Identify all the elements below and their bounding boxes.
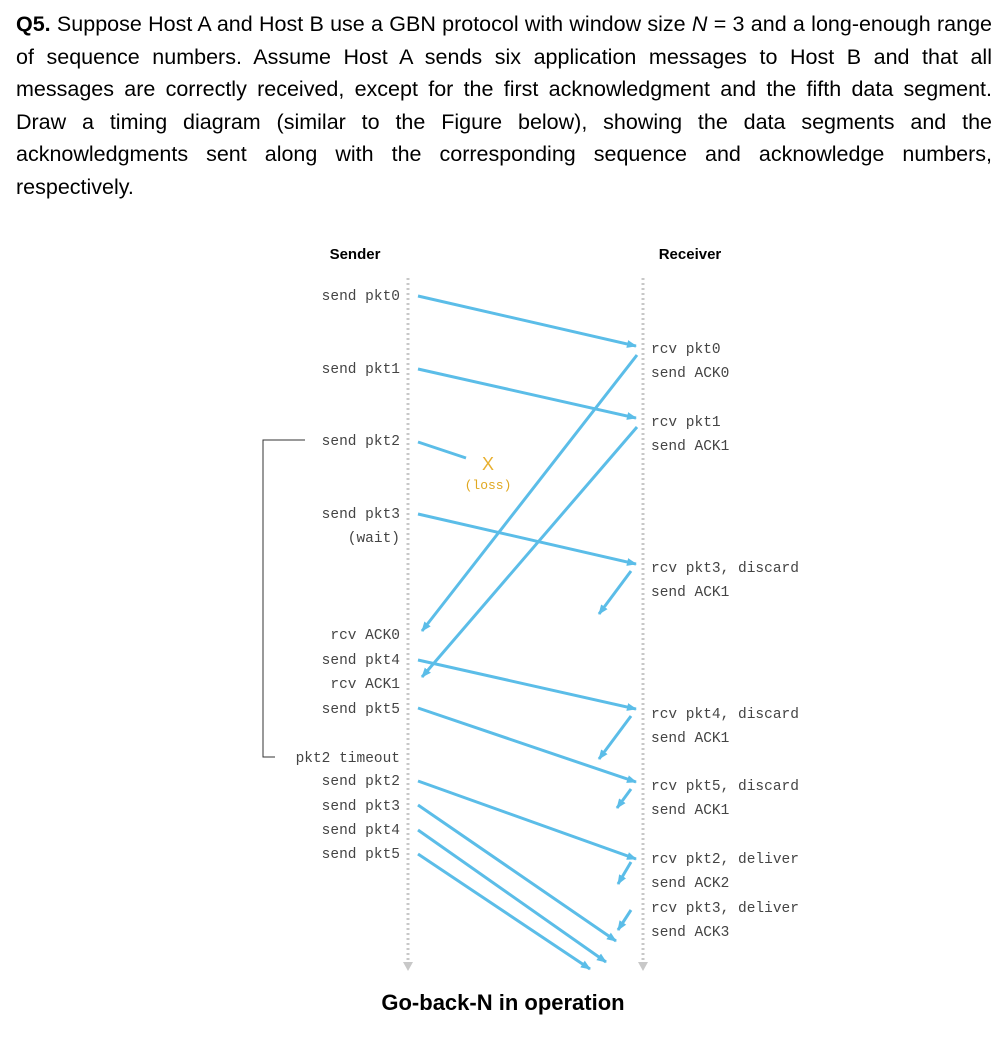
arrow-pkt1 [418, 369, 636, 418]
receiver-label: send ACK1 [651, 585, 730, 601]
receiver-label: rcv pkt5, discard [651, 779, 799, 795]
arrow-ack1-after-pkt3 [599, 571, 631, 614]
sender-label: send pkt2 [321, 434, 400, 450]
loss-mark-icon: X [481, 454, 495, 474]
receiver-label: send ACK1 [651, 803, 730, 819]
receiver-label: send ACK1 [651, 439, 730, 455]
arrow-resend-pkt5 [418, 854, 590, 969]
sender-label: send pkt5 [321, 847, 400, 863]
sender-label: send pkt4 [321, 823, 400, 839]
sender-label: send pkt4 [321, 653, 400, 669]
sender-timeline-arrowhead [403, 962, 413, 971]
arrow-pkt0 [418, 296, 636, 346]
receiver-label: send ACK2 [651, 876, 730, 892]
window-size-variable: N [691, 12, 708, 36]
arrow-resend-pkt4 [418, 830, 606, 962]
arrow-pkt2-lost [418, 442, 466, 458]
arrow-pkt4 [418, 660, 636, 709]
arrow-resend-pkt2 [418, 781, 636, 859]
arrow-ack0 [422, 355, 637, 631]
receiver-timeline-arrowhead [638, 962, 648, 971]
receiver-label: rcv pkt3, discard [651, 561, 799, 577]
sender-label: send pkt3 [321, 507, 400, 523]
timeout-bracket [263, 440, 305, 757]
sender-label: (wait) [347, 531, 400, 547]
receiver-label: send ACK0 [651, 366, 730, 382]
sender-label: send pkt5 [321, 702, 400, 718]
sender-label: send pkt3 [321, 799, 400, 815]
question-number: Q5. [16, 12, 51, 36]
question-text-part2: = 3 and a long-enough range of sequence numbers. Assume Host A sends six application messages to Host B and that all messages are correctly received, except for the first acknowledgment and the fifth data segment. Draw a timing diagram (similar to the Figure below), showing the data segments and the acknowledgments sent along with the corresponding sequence and acknowledge numbers, respectively. [16, 12, 992, 199]
receiver-label: send ACK1 [651, 731, 730, 747]
sender-label: send pkt2 [321, 774, 400, 790]
sender-label: rcv ACK0 [330, 628, 400, 644]
receiver-label: rcv pkt3, deliver [651, 901, 799, 917]
arrow-ack2 [618, 862, 631, 884]
loss-label: (loss) [464, 478, 512, 493]
sender-label: rcv ACK1 [330, 677, 400, 693]
question-text-part1: Suppose Host A and Host B use a GBN protocol with window size [50, 12, 692, 36]
arrow-ack1-after-pkt4 [599, 716, 631, 759]
arrow-ack3 [618, 910, 631, 930]
arrow-pkt5 [418, 708, 636, 782]
sender-label: pkt2 timeout [295, 751, 400, 767]
arrow-ack1-after-pkt5 [617, 789, 631, 808]
receiver-label: rcv pkt2, deliver [651, 852, 799, 868]
receiver-label: rcv pkt0 [651, 342, 721, 358]
receiver-label: send ACK3 [651, 925, 730, 941]
receiver-label: rcv pkt1 [651, 415, 721, 431]
receiver-labels [651, 342, 799, 941]
receiver-label: rcv pkt4, discard [651, 707, 799, 723]
sender-label: send pkt1 [321, 362, 400, 378]
sender-header: Sender [329, 246, 381, 263]
sender-label: send pkt0 [321, 289, 400, 305]
arrow-ack1 [422, 427, 637, 677]
receiver-header: Receiver [658, 246, 722, 263]
figure-caption: Go-back-N in operation [381, 990, 625, 1015]
sender-labels [296, 289, 400, 863]
ack-arrows [422, 355, 637, 930]
